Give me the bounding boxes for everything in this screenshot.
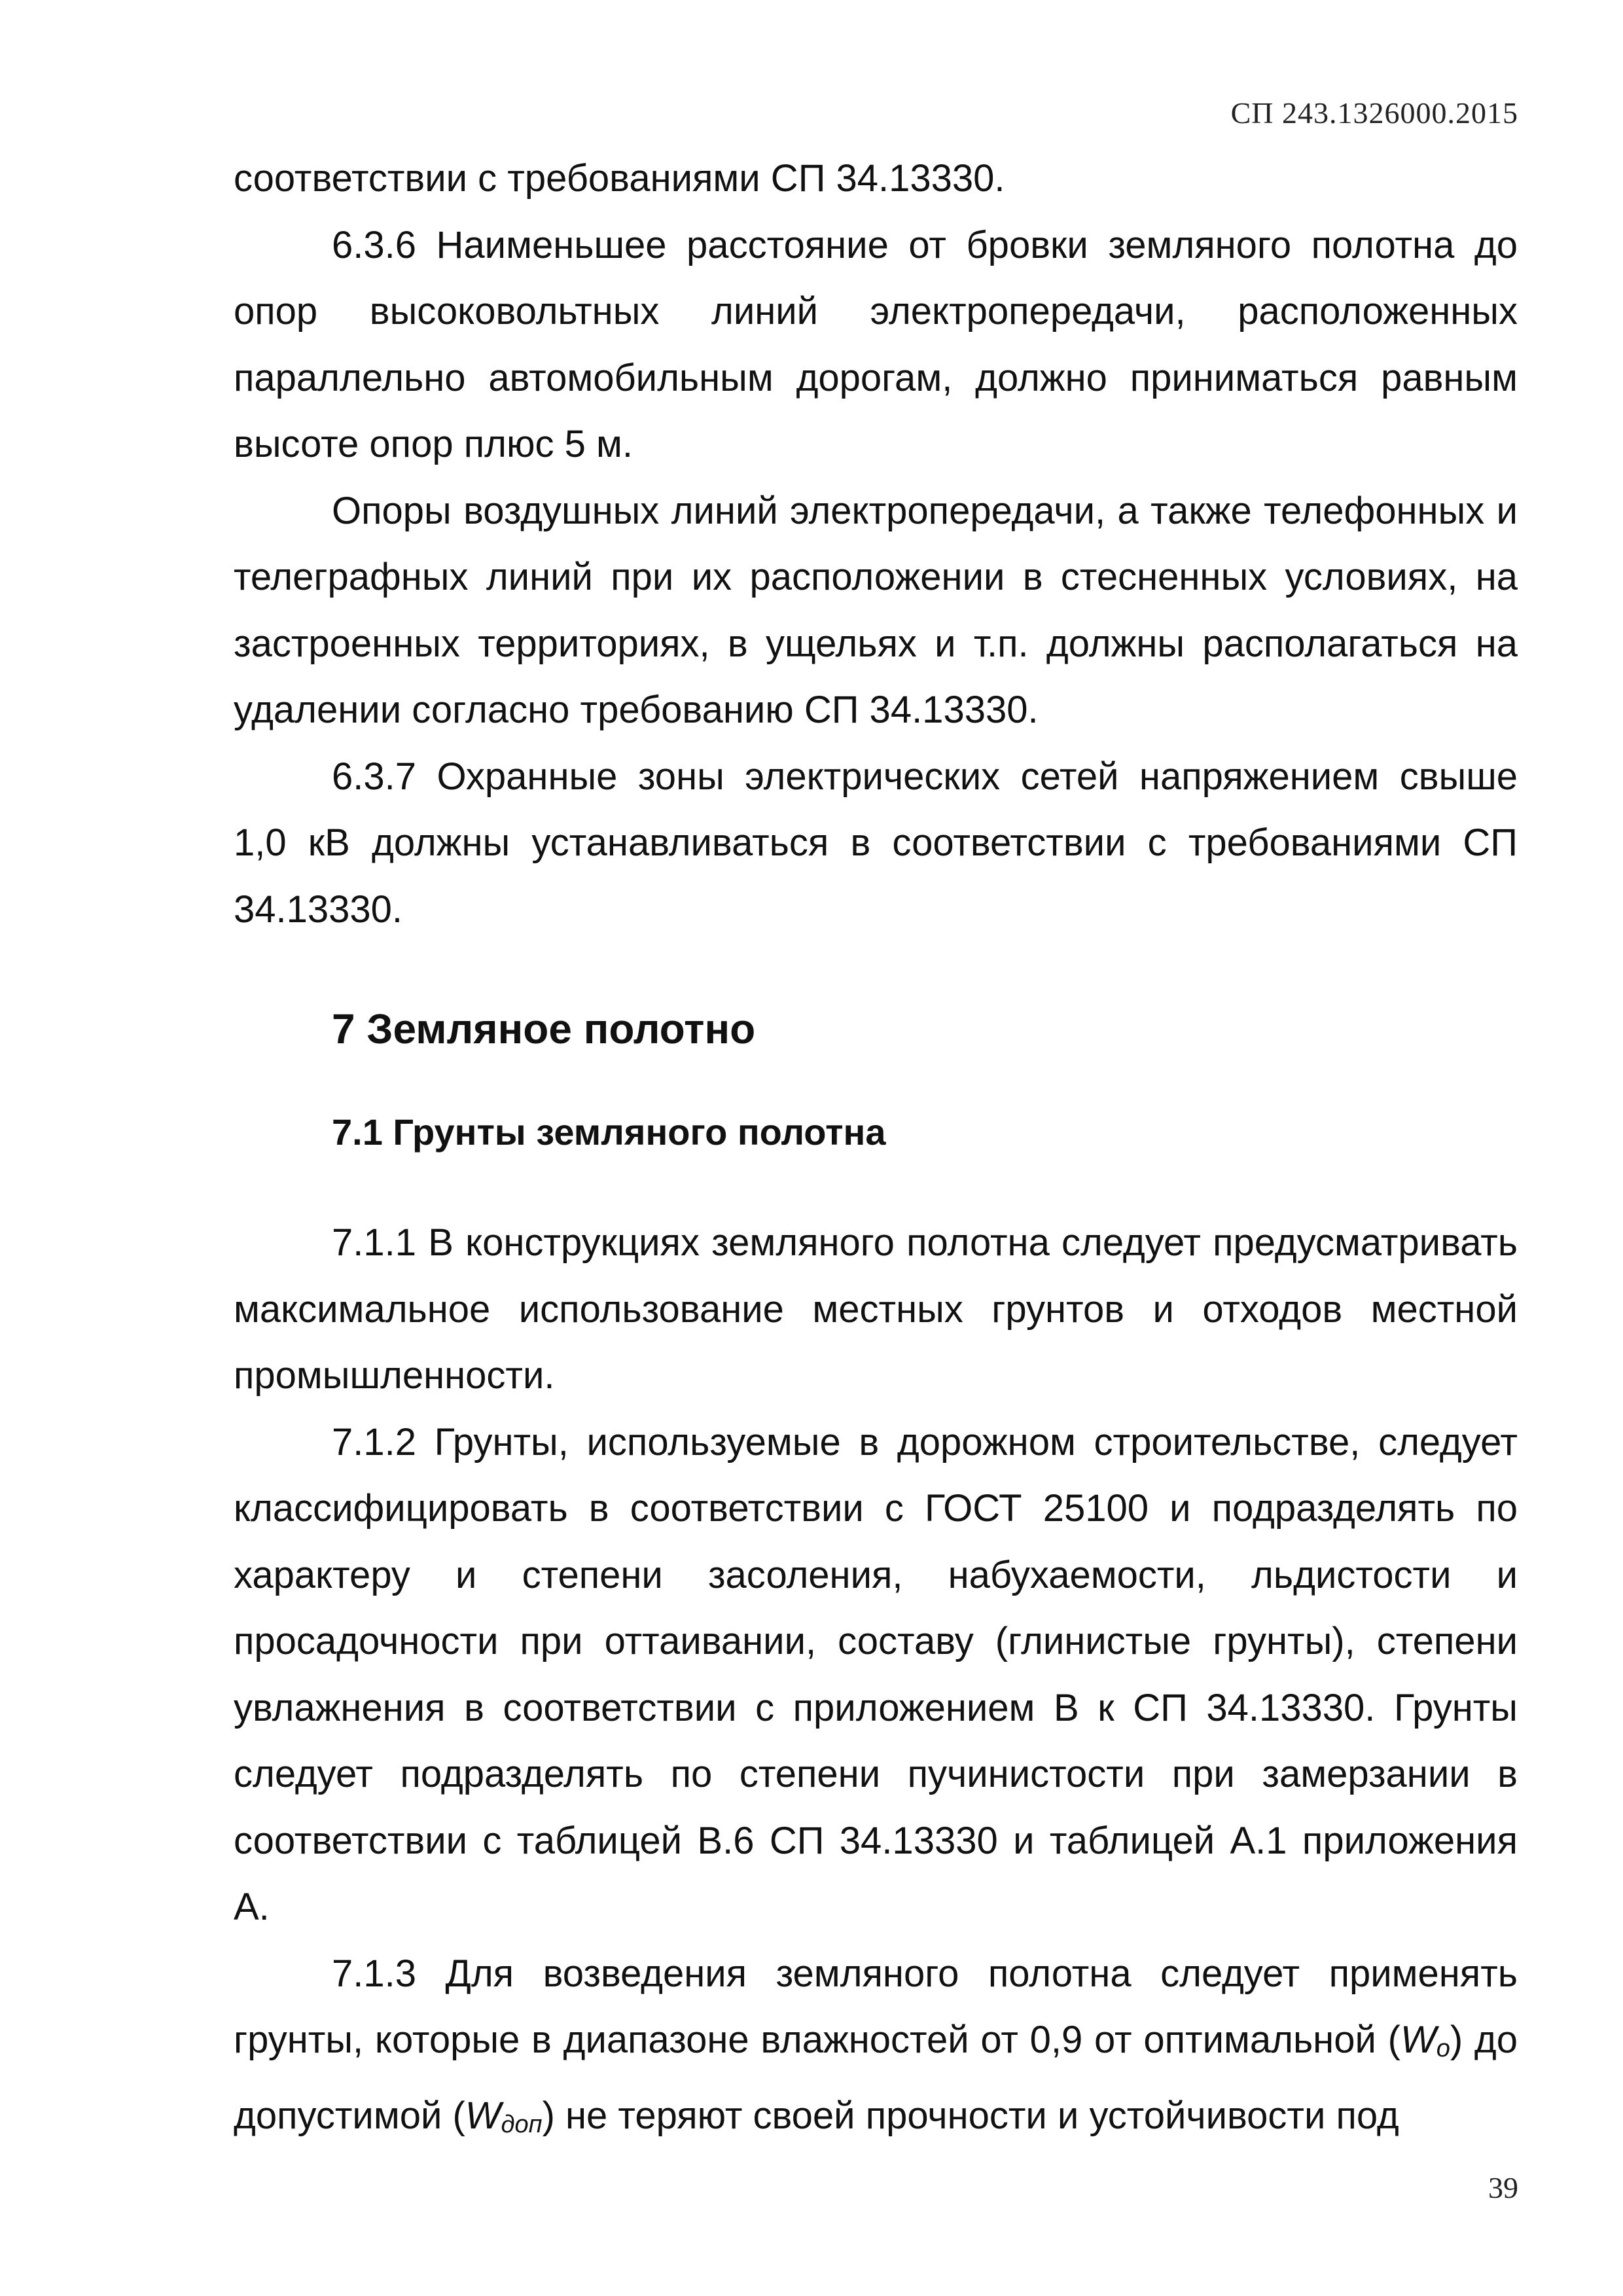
subsection-heading: 7.1 Грунты земляного полотна xyxy=(332,1111,886,1153)
optimal-moisture-symbol: Wo xyxy=(1400,2018,1450,2062)
section-heading: 7 Земляное полотно xyxy=(332,1005,756,1052)
text-segment: ) не теряют своей прочности и устойчивости под xyxy=(542,2094,1399,2137)
paragraph-7-1-2: 7.1.2 Грунты, используемые в дорожном строительстве, следует классифицировать в соответствии с ГОСТ 25100 и подразделять по характеру и степени засоления, набухаемости, льдистости и просадочности при оттаивании, составу (глинистые грунты), степени увлажнения в соответствии с приложением В к СП 34.13330. Грунты следует подразделять по степени пучинистости при замерзании в соответствии с таблицей В.6 СП 34.13330 и таблицей А.1 приложения А. xyxy=(234,1420,1518,1928)
page-number: 39 xyxy=(1488,2171,1518,2204)
paragraph-6-3-6: 6.3.6 Наименьшее расстояние от бровки земляного полотна до опор высоковольтных линий электропередачи, расположенных параллельно автомобильным дорогам, должно приниматься равным высоте опор плюс 5 м. xyxy=(234,223,1518,465)
paragraph-continuation: соответствии с требованиями СП 34.13330. xyxy=(234,157,1005,200)
allowable-moisture-symbol: Wдоп xyxy=(465,2094,543,2138)
text-segment: 7.1.3 Для возведения земляного полотна следует применять грунты, которые в диапазоне влажностей от 0,9 от оптимальной ( xyxy=(234,1952,1518,2061)
text-segment: ) до допустимой ( xyxy=(234,2018,1518,2137)
paragraph-6-3-7: 6.3.7 Охранные зоны электрических сетей напряжением свыше 1,0 кВ должны устанавливаться в соответствии с требованиями СП 34.13330. xyxy=(234,755,1518,931)
paragraph-7-1-1: 7.1.1 В конструкциях земляного полотна следует предусматривать максимальное использование местных грунтов и отходов местной промышленности. xyxy=(234,1221,1518,1397)
document-code-header: СП 243.1326000.2015 xyxy=(1230,96,1518,130)
document-body xyxy=(234,145,1518,2158)
paragraph-7-1-3 xyxy=(234,1941,1518,2159)
paragraph-supports: Опоры воздушных линий электропередачи, а также телефонных и телеграфных линий при их расположении в стесненных условиях, на застроенных территориях, в ущельях и т.п. должны располагаться на удалении согласно требованию СП 34.13330. xyxy=(234,489,1518,731)
